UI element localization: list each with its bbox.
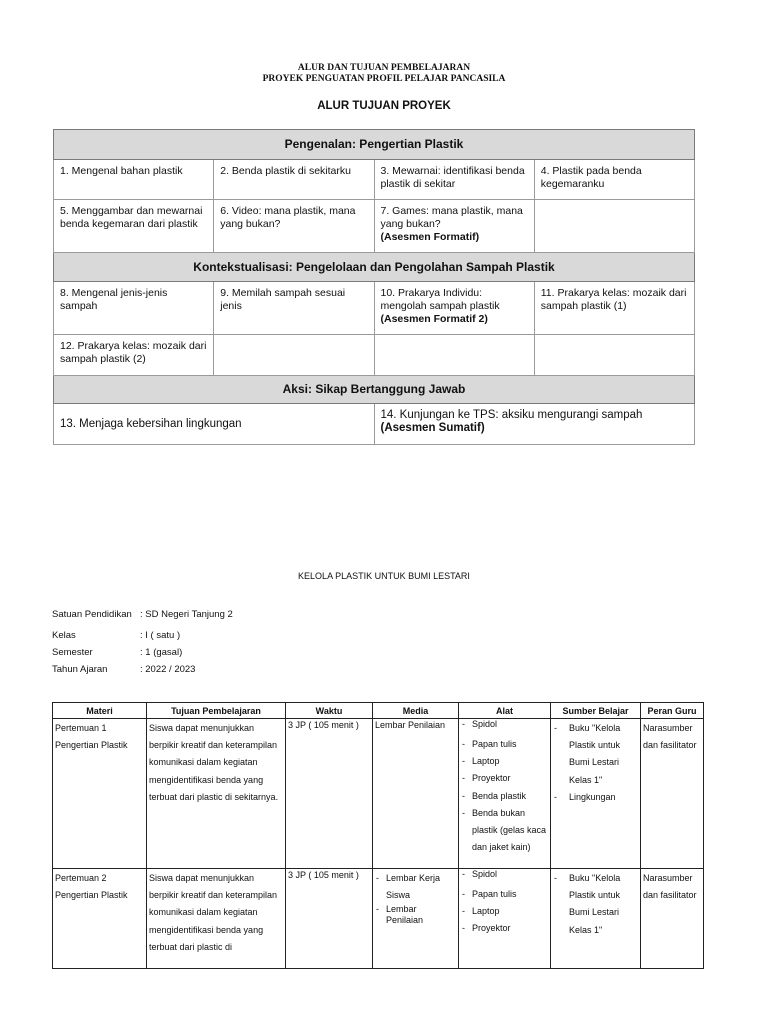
learning-plan-table bbox=[52, 702, 704, 969]
column-header: Waktu bbox=[286, 703, 373, 719]
section-title: Kontekstualisasi: Pengelolaan dan Pengolahan Sampah Plastik bbox=[54, 253, 695, 282]
list-item: - Buku "Kelola Plastik untuk Bumi Lestari Kelas 1" bbox=[553, 720, 638, 789]
project-title: KELOLA PLASTIK UNTUK BUMI LESTARI bbox=[298, 571, 470, 581]
list-item: - Papan tulis bbox=[461, 736, 548, 753]
column-header: Alat bbox=[459, 703, 551, 719]
atp-cell-text: 4. Plastik pada benda kegemaranku bbox=[540, 165, 642, 190]
table-row bbox=[53, 719, 704, 869]
list-item: - Laptop bbox=[461, 753, 548, 770]
atp-cell bbox=[534, 335, 694, 376]
list-item: - Lembar Penilaian bbox=[375, 904, 456, 926]
atp-cell bbox=[374, 160, 534, 200]
atp-cell-text: 2. Benda plastik di sekitarku bbox=[220, 165, 351, 177]
column-header: Tujuan Pembelajaran bbox=[147, 703, 286, 719]
document-header-line-1: ALUR DAN TUJUAN PEMBELAJARAN bbox=[297, 63, 471, 73]
info-label: Kelas bbox=[52, 630, 76, 641]
atp-cell-text: 6. Video: mana plastik, mana yang bukan? bbox=[220, 205, 356, 230]
list-item: - Benda plastik bbox=[461, 788, 548, 805]
info-label: Satuan Pendidikan bbox=[52, 609, 132, 620]
atp-title: ALUR TUJUAN PROYEK bbox=[317, 100, 451, 112]
assessment-note: (Asesmen Formatif) bbox=[380, 231, 480, 243]
peran-cell: Narasumber dan fasilitator bbox=[641, 719, 704, 869]
table-row bbox=[53, 869, 704, 969]
atp-cell bbox=[374, 404, 695, 445]
info-value: : I ( satu ) bbox=[140, 630, 181, 641]
materi-cell: Pertemuan 2 Pengertian Plastik bbox=[53, 869, 147, 969]
media-item: Lembar Penilaian bbox=[375, 720, 446, 730]
assessment-note: (Asesmen Formatif 2) bbox=[380, 313, 488, 325]
atp-cell-text: 7. Games: mana plastik, mana yang bukan? bbox=[380, 205, 523, 230]
list-item: - Spidol bbox=[461, 719, 548, 730]
list-item: - Papan tulis bbox=[461, 886, 548, 903]
list-item: - Spidol bbox=[461, 869, 548, 880]
assessment-note: (Asesmen Sumatif) bbox=[380, 422, 485, 434]
atp-cell bbox=[214, 335, 374, 376]
atp-cell bbox=[214, 282, 374, 335]
list-item: - Proyektor bbox=[461, 920, 548, 937]
atp-cell-text: 8. Mengenal jenis-jenis sampah bbox=[60, 287, 168, 312]
info-value: : 1 (gasal) bbox=[140, 647, 183, 658]
tujuan-cell: Siswa dapat menunjukkan berpikir kreatif dan keterampilan komunikasi dalam kegiatan mengidentifikasi benda yang terbuat dari plastic di sekitarnya. bbox=[147, 719, 286, 869]
atp-cell-text: 1. Mengenal bahan plastik bbox=[60, 165, 183, 177]
atp-cell bbox=[374, 282, 534, 335]
atp-cell-text: 9. Memilah sampah sesuai jenis bbox=[220, 287, 346, 312]
sumber-cell bbox=[551, 869, 641, 969]
column-header: Peran Guru bbox=[641, 703, 704, 719]
info-value: : SD Negeri Tanjung 2 bbox=[140, 609, 233, 620]
list-item: - Laptop bbox=[461, 903, 548, 920]
atp-cell bbox=[54, 200, 214, 253]
materi-cell: Pertemuan 1 Pengertian Plastik bbox=[53, 719, 147, 869]
atp-cell-text: 13. Menjaga kebersihan lingkungan bbox=[60, 417, 242, 430]
list-item: - Buku "Kelola Plastik untuk Bumi Lestari Kelas 1" bbox=[553, 870, 638, 939]
atp-cell bbox=[214, 200, 374, 253]
media-cell bbox=[373, 719, 459, 869]
sumber-cell bbox=[551, 719, 641, 869]
info-label: Tahun Ajaran bbox=[52, 664, 108, 675]
section-title: Aksi: Sikap Bertanggung Jawab bbox=[54, 376, 695, 404]
list-item: - Proyektor bbox=[461, 770, 548, 787]
atp-cell bbox=[54, 160, 214, 200]
info-value: : 2022 / 2023 bbox=[140, 664, 196, 675]
alat-cell bbox=[459, 719, 551, 869]
atp-cell bbox=[54, 335, 214, 376]
waktu-cell: 3 JP ( 105 menit ) bbox=[286, 869, 373, 969]
atp-cell bbox=[214, 160, 374, 200]
atp-cell bbox=[374, 335, 534, 376]
atp-cell-text: 11. Prakarya kelas: mozaik dari sampah plastik (1) bbox=[540, 287, 687, 312]
info-label: Semester bbox=[52, 647, 93, 658]
atp-cell-text: 5. Menggambar dan mewarnai benda kegemaran dari plastik bbox=[60, 205, 203, 230]
column-header: Sumber Belajar bbox=[551, 703, 641, 719]
atp-cell bbox=[534, 282, 694, 335]
column-header: Media bbox=[373, 703, 459, 719]
media-cell bbox=[373, 869, 459, 969]
atp-cell bbox=[54, 404, 375, 445]
list-item: - Lingkungan bbox=[553, 789, 638, 806]
column-header: Materi bbox=[53, 703, 147, 719]
atp-cell-text: 10. Prakarya Individu: mengolah sampah plastik bbox=[380, 287, 500, 312]
list-item: - Benda bukan plastik (gelas kaca dan jaket kain) bbox=[461, 805, 548, 857]
atp-cell bbox=[534, 160, 694, 200]
atp-table bbox=[53, 129, 695, 445]
atp-cell-text: 12. Prakarya kelas: mozaik dari sampah plastik (2) bbox=[60, 340, 207, 365]
atp-cell bbox=[534, 200, 694, 253]
atp-cell-text: 14. Kunjungan ke TPS: aksiku mengurangi sampah bbox=[380, 409, 643, 421]
section-title: Pengenalan: Pengertian Plastik bbox=[54, 130, 695, 160]
peran-cell: Narasumber dan fasilitator bbox=[641, 869, 704, 969]
tujuan-cell: Siswa dapat menunjukkan berpikir kreatif dan keterampilan komunikasi dalam kegiatan mengidentifikasi benda yang terbuat dari plastic di bbox=[147, 869, 286, 969]
atp-cell-text: 3. Mewarnai: identifikasi benda plastik di sekitar bbox=[380, 165, 525, 190]
alat-cell bbox=[459, 869, 551, 969]
list-item: - Lembar Kerja Siswa bbox=[375, 870, 456, 904]
atp-cell bbox=[54, 282, 214, 335]
document-header-line-2: PROYEK PENGUATAN PROFIL PELAJAR PANCASILA bbox=[262, 74, 506, 84]
waktu-cell: 3 JP ( 105 menit ) bbox=[286, 719, 373, 869]
atp-cell bbox=[374, 200, 534, 253]
